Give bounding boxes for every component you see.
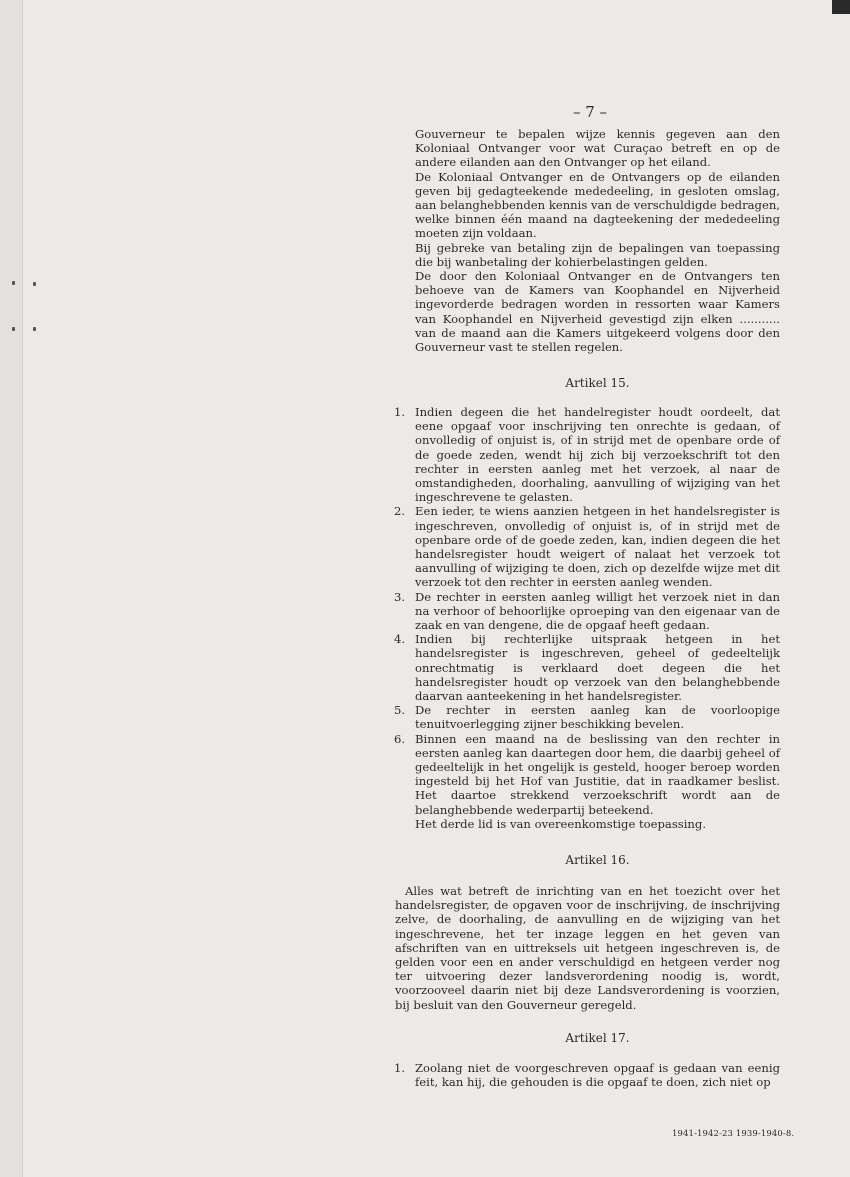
closing-line: Het derde lid is van overeenkomstige toepassing. <box>415 816 707 831</box>
item-number: 1. <box>394 405 406 419</box>
article-16-body <box>395 884 780 1012</box>
article-heading: Artikel 17. <box>565 1031 630 1045</box>
list-item <box>394 632 780 704</box>
item-text: Indien bij rechterlijke uitspraak hetgeen in het handelsregister is ingeschreven, geheel of gedeeltelijk onrechtmatig is verklaard doet degeen die het handelsregister houdt op verzoek van den belanghebbende daarvan aanteekening in het handelsregister. <box>415 632 780 704</box>
list-item <box>394 405 780 505</box>
article-17 <box>415 1031 780 1045</box>
item-number: 2. <box>394 504 406 519</box>
item-number: 6. <box>394 731 406 746</box>
footer-reference: 1941-1942-23 1939-1940-8. <box>672 1129 795 1139</box>
item-text: De rechter in eersten aanleg kan de voorloopige tenuitvoerlegging zijner beschikking bevelen. <box>415 703 780 732</box>
item-text: Indien degeen die het handelregister houdt oordeelt, dat eene opgaaf voor inschrijving ten onrechte is gedaan, of onvolledig of onjuist is, of in strijd met de openbare orde of de goede zeden, wendt hij zich bij verzoekschrift tot den rechter in eersten aanleg met het verzoek, al naar de omstandigheden, doorhaling, aanvulling of wijziging van het ingeschrevene te gelasten. <box>415 405 780 505</box>
list-item <box>394 1061 780 1090</box>
article-heading: Artikel 15. <box>565 376 630 390</box>
item-text: Binnen een maand na de beslissing van den rechter in eersten aanleg kan daartegen door hem, die daarbij geheel of gedeeltelijk in het ongelijk is gesteld, hooger beroep worden ingesteld bij het Hof van Justitie, dat in raadkamer beslist. Het daartoe strekkend verzoekschrift wordt aan de belanghebbende wederpartij beteekend. <box>415 731 780 817</box>
article-15 <box>415 376 780 390</box>
punch-mark <box>12 281 15 285</box>
punch-mark <box>33 282 36 286</box>
article-15-items <box>394 405 780 831</box>
item-number: 4. <box>394 632 406 647</box>
item-text: Een ieder, te wiens aanzien hetgeen in het handelsregister is ingeschreven, onvolledig of onjuist is, of in strijd met de openbare orde of de goede zeden, kan, indien degeen die het handelsregister houdt weigert of nalaat het verzoek tot aanvulling of wijziging te doen, zich op dezelfde wijze met dit verzoek tot den rechter in eersten aanleg wenden. <box>415 504 780 590</box>
list-item <box>394 703 780 732</box>
page-number: – 7 – <box>572 103 608 121</box>
article-16 <box>415 853 780 867</box>
list-item <box>394 504 780 590</box>
list-item <box>394 731 780 817</box>
paragraph: Gouverneur te bepalen wijze kennis gegeven aan den Koloniaal Ontvanger voor wat Curaçao betreft en op de andere eilanden aan den Ontvanger op het eiland. <box>415 127 780 170</box>
item-text: Zoolang niet de voorgeschreven opgaaf is gedaan van eenig feit, kan hij, die gehouden is die opgaaf te doen, zich niet op <box>415 1061 780 1090</box>
item-number: 3. <box>394 589 406 604</box>
item-number: 5. <box>394 703 406 718</box>
paragraph: De door den Koloniaal Ontvanger en de Ontvangers ten behoeve van de Kamers van Koophandel en Nijverheid ingevorderde bedragen worden in ressorten waar Kamers van Koophandel en Nijverheid gevestigd zijn elken ........... van de maand aan die Kamers uitgekeerd volgens door den Gouverneur vast te stellen regelen. <box>415 269 780 355</box>
article-heading: Artikel 16. <box>565 853 630 867</box>
paragraph: Bij gebreke van betaling zijn de bepalingen van toepassing die bij wanbetaling der kohierbelastingen gelden. <box>415 240 780 269</box>
paragraph: De Koloniaal Ontvanger en de Ontvangers op de eilanden geven bij gedagteekende mededeeling, in gesloten omslag, aan belanghebbenden kennis van de verschuldigde bedragen, welke binnen één maand na dagteekening der mededeeling moeten zijn voldaan. <box>415 169 780 241</box>
item-number: 1. <box>394 1061 406 1075</box>
intro-section <box>415 127 780 354</box>
scan-corner-mark <box>832 0 850 14</box>
item-text: De rechter in eersten aanleg willigt het verzoek niet in dan na verhoor of behoorlijke oproeping van den eigenaar van de zaak en van dengene, die de opgaaf heeft gedaan. <box>415 589 780 633</box>
page-left-edge <box>0 0 23 1177</box>
punch-mark <box>12 327 15 331</box>
punch-mark <box>33 327 36 331</box>
article-17-items <box>394 1061 780 1090</box>
list-item <box>394 589 780 633</box>
paragraph: Alles wat betreft de inrichting van en het toezicht over het handelsregister, de opgaven voor de inschrijving, de inschrijving zelve, de doorhaling, de aanvulling en de wijziging van het ingeschrevene, het ter inzage leggen en het geven van afschriften van en uittreksels uit hetgeen ingeschreven is, de gelden voor een en ander verschuldigd en hetgeen verder nog ter uitvoering dezer landsverordening noodig is, wordt, voorzooveel daarin niet bij deze Landsverordening is voorzien, bij besluit van den Gouverneur geregeld. <box>395 884 780 1012</box>
